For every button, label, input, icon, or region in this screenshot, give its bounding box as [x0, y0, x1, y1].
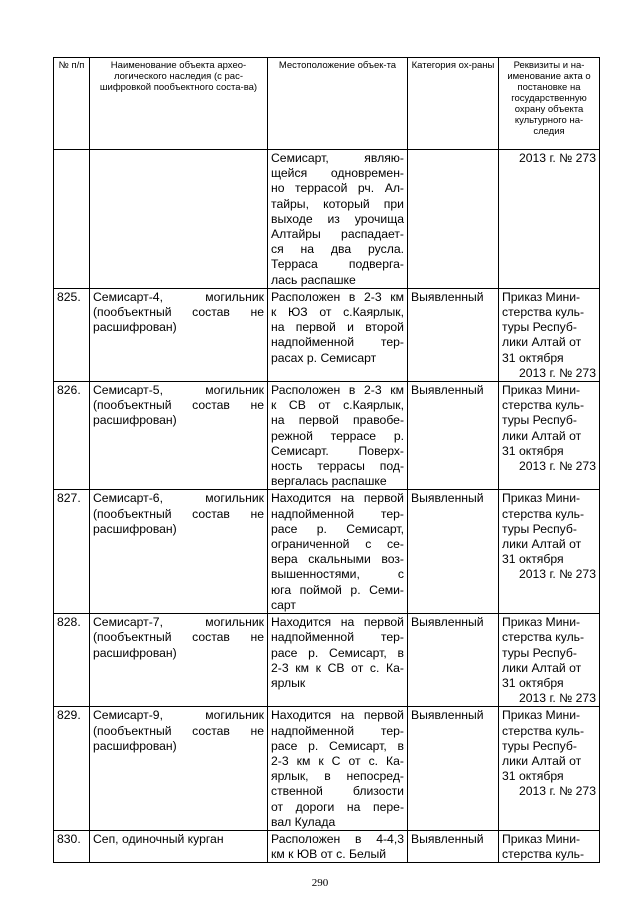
- continuation-requisites-cell: [499, 150, 600, 289]
- location-cell: [268, 707, 408, 831]
- continuation-number-cell: [54, 150, 90, 289]
- requisites-line: 2013 г. № 273: [518, 365, 596, 380]
- header-protection-category: Категория ох-раны: [408, 58, 499, 150]
- protection-category-cell: Выявленный: [408, 288, 499, 381]
- requisites-line: 2013 г. № 273: [518, 691, 596, 706]
- location-line: надпойменной тер-: [271, 506, 404, 521]
- object-name-line: расшифрован): [93, 413, 177, 428]
- location-line: надпойменной тер-: [271, 723, 404, 738]
- location-line: ярлык: [271, 675, 306, 690]
- object-name-line: расшифрован): [93, 320, 177, 335]
- heritage-registry-table: [53, 57, 600, 863]
- act-requisites-cell: [499, 707, 600, 831]
- object-name-cell: [90, 707, 268, 831]
- requisites-line: лики Алтай от: [502, 660, 582, 675]
- requisites-line: лики Алтай от: [502, 335, 582, 350]
- location-line: ярлык, в непосред-: [271, 769, 404, 784]
- protection-category-cell: Выявленный: [408, 490, 499, 614]
- requisites-line: туры Респуб-: [502, 413, 577, 428]
- act-requisites-cell: [499, 614, 600, 707]
- requisites-line: стерства куль-: [502, 847, 585, 862]
- header-number: № п/п: [54, 58, 90, 150]
- location-line: ственной близости: [271, 784, 404, 799]
- location-line: лась распашке: [271, 272, 356, 287]
- act-requisites-cell: [499, 490, 600, 614]
- location-line: к ЮЗ от с.Каярлык,: [271, 305, 404, 320]
- object-name-line: Семисарт-9, могильник: [93, 708, 264, 723]
- location-line: Расположен в 2-3 км: [271, 383, 404, 398]
- requisites-line: 2013 г. № 273: [518, 459, 596, 474]
- continuation-name-cell: [90, 150, 268, 289]
- table-row: [54, 288, 600, 381]
- requisites-line: 31 октября: [502, 769, 564, 784]
- requisites-line: 2013 г. № 273: [518, 151, 596, 165]
- requisites-line: стерства куль-: [502, 723, 585, 738]
- continuation-row: [54, 150, 600, 289]
- object-name-line: Сеп, одиночный курган: [93, 831, 224, 846]
- object-name-line: Семисарт-7, могильник: [93, 615, 264, 630]
- requisites-line: Приказ Мини-: [502, 708, 581, 723]
- location-line: к СВ от с.Каярлык,: [271, 398, 404, 413]
- object-name-cell: [90, 288, 268, 381]
- requisites-line: лики Алтай от: [502, 428, 582, 443]
- location-line: надпойменной тер-: [271, 630, 404, 645]
- location-line: на первой и второй: [271, 320, 404, 335]
- location-line: Расположен в 2-3 км: [271, 289, 404, 304]
- record-number-cell: 825.: [54, 288, 90, 381]
- record-number-cell: 829.: [54, 707, 90, 831]
- record-number-cell: 827.: [54, 490, 90, 614]
- location-line: режной террасе р.: [271, 428, 404, 443]
- requisites-line: туры Респуб-: [502, 320, 577, 335]
- object-name-line: (пообъектный состав не: [93, 305, 264, 320]
- location-line: щейся одновремен-: [271, 166, 404, 181]
- object-name-line: расшифрован): [93, 738, 177, 753]
- table-row: [54, 490, 600, 614]
- requisites-line: лики Алтай от: [502, 537, 582, 552]
- location-line: расе р. Семисарт, в: [271, 645, 404, 660]
- requisites-line: 31 октября: [502, 350, 564, 365]
- location-line: Семисарт. Поверх-: [271, 443, 404, 458]
- act-requisites-cell: [499, 382, 600, 490]
- requisites-line: туры Респуб-: [502, 645, 577, 660]
- object-name-line: (пообъектный состав не: [93, 506, 264, 521]
- location-line: надпойменной тер-: [271, 335, 404, 350]
- act-requisites-cell: [499, 830, 600, 862]
- location-line: 2-3 км к С от с. Ка-: [271, 753, 404, 768]
- object-name-cell: [90, 382, 268, 490]
- location-line: ность террасы под-: [271, 459, 404, 474]
- continuation-location-cell: [268, 150, 408, 289]
- object-name-line: Семисарт-5, могильник: [93, 383, 264, 398]
- requisites-line: стерства куль-: [502, 506, 585, 521]
- location-line: Расположен в 4-4,3: [271, 831, 404, 846]
- location-line: Находится на первой: [271, 491, 404, 506]
- location-line: вышенностями, с: [271, 567, 404, 582]
- location-line: Терраса подверга-: [271, 257, 404, 272]
- location-line: Находится на первой: [271, 708, 404, 723]
- location-line: Находится на первой: [271, 615, 404, 630]
- location-line: сарт: [271, 597, 296, 612]
- requisites-line: лики Алтай от: [502, 753, 582, 768]
- requisites-line: 31 октября: [502, 552, 564, 567]
- table-row: [54, 614, 600, 707]
- location-line: 2-3 км к СВ от с. Ка-: [271, 660, 404, 675]
- location-line: Алтайры распадает-: [271, 227, 404, 242]
- requisites-line: туры Респуб-: [502, 521, 577, 536]
- location-cell: [268, 614, 408, 707]
- act-requisites-cell: [499, 288, 600, 381]
- location-line: вера скальными воз-: [271, 552, 404, 567]
- location-line: ограниченной с се-: [271, 537, 404, 552]
- header-object-name: Наименование объекта архео-логического наследия (с рас-шифровкой пообъектного соста-ва): [90, 58, 268, 150]
- location-cell: [268, 490, 408, 614]
- requisites-line: Приказ Мини-: [502, 491, 581, 506]
- table-row: [54, 830, 600, 862]
- object-name-cell: [90, 614, 268, 707]
- location-line: ся на два русла.: [271, 242, 404, 257]
- requisites-line: стерства куль-: [502, 398, 585, 413]
- record-number-cell: 826.: [54, 382, 90, 490]
- table-header-row: [54, 58, 600, 150]
- object-name-line: расшифрован): [93, 645, 177, 660]
- protection-category-cell: Выявленный: [408, 707, 499, 831]
- object-name-line: (пообъектный состав не: [93, 630, 264, 645]
- requisites-line: Приказ Мини-: [502, 615, 581, 630]
- location-line: расах р. Семисарт: [271, 350, 377, 365]
- record-number-cell: 830.: [54, 830, 90, 862]
- object-name-line: (пообъектный состав не: [93, 723, 264, 738]
- requisites-line: 31 октября: [502, 443, 564, 458]
- object-name-line: Семисарт-6, могильник: [93, 491, 264, 506]
- header-location: Местоположение объек-та: [268, 58, 408, 150]
- location-cell: [268, 830, 408, 862]
- object-name-cell: [90, 830, 268, 862]
- requisites-line: туры Респуб-: [502, 738, 577, 753]
- location-line: юга поймой р. Семи-: [271, 582, 404, 597]
- table-row: [54, 707, 600, 831]
- location-line: вал Кулада: [271, 814, 336, 829]
- location-line: тайры, который при: [271, 196, 404, 211]
- page-number: 290: [311, 877, 329, 889]
- requisites-line: Приказ Мини-: [502, 831, 581, 846]
- location-cell: [268, 288, 408, 381]
- table-body: [54, 150, 600, 863]
- location-line: расе р. Семисарт, в: [271, 738, 404, 753]
- object-name-line: Семисарт-4, могильник: [93, 289, 264, 304]
- location-line: выходе из урочища: [271, 211, 404, 226]
- location-cell: [268, 382, 408, 490]
- location-line: но террасой рч. Ал-: [271, 181, 404, 196]
- requisites-line: стерства куль-: [502, 630, 585, 645]
- object-name-cell: [90, 490, 268, 614]
- continuation-category-cell: [408, 150, 499, 289]
- requisites-line: Приказ Мини-: [502, 383, 581, 398]
- requisites-line: 2013 г. № 273: [518, 784, 596, 799]
- location-line: от дороги на пере-: [271, 799, 404, 814]
- requisites-line: стерства куль-: [502, 305, 585, 320]
- protection-category-cell: Выявленный: [408, 614, 499, 707]
- requisites-line: 31 октября: [502, 675, 564, 690]
- object-name-line: расшифрован): [93, 521, 177, 536]
- location-line: вергалась распашке: [271, 474, 387, 489]
- location-line: расе р. Семисарт,: [271, 521, 404, 536]
- protection-category-cell: Выявленный: [408, 830, 499, 862]
- requisites-line: Приказ Мини-: [502, 289, 581, 304]
- location-line: на первой правобе-: [271, 413, 404, 428]
- requisites-line: 2013 г. № 273: [518, 567, 596, 582]
- record-number-cell: 828.: [54, 614, 90, 707]
- header-act-requisites: Реквизиты и на-именование акта о постановке на государственную охрану объекта культурного на-следия: [499, 58, 600, 150]
- location-line: км к ЮВ от с. Белый: [271, 847, 387, 862]
- protection-category-cell: Выявленный: [408, 382, 499, 490]
- location-line: Семисарт, являю-: [271, 151, 404, 165]
- table-row: [54, 382, 600, 490]
- object-name-line: (пообъектный состав не: [93, 398, 264, 413]
